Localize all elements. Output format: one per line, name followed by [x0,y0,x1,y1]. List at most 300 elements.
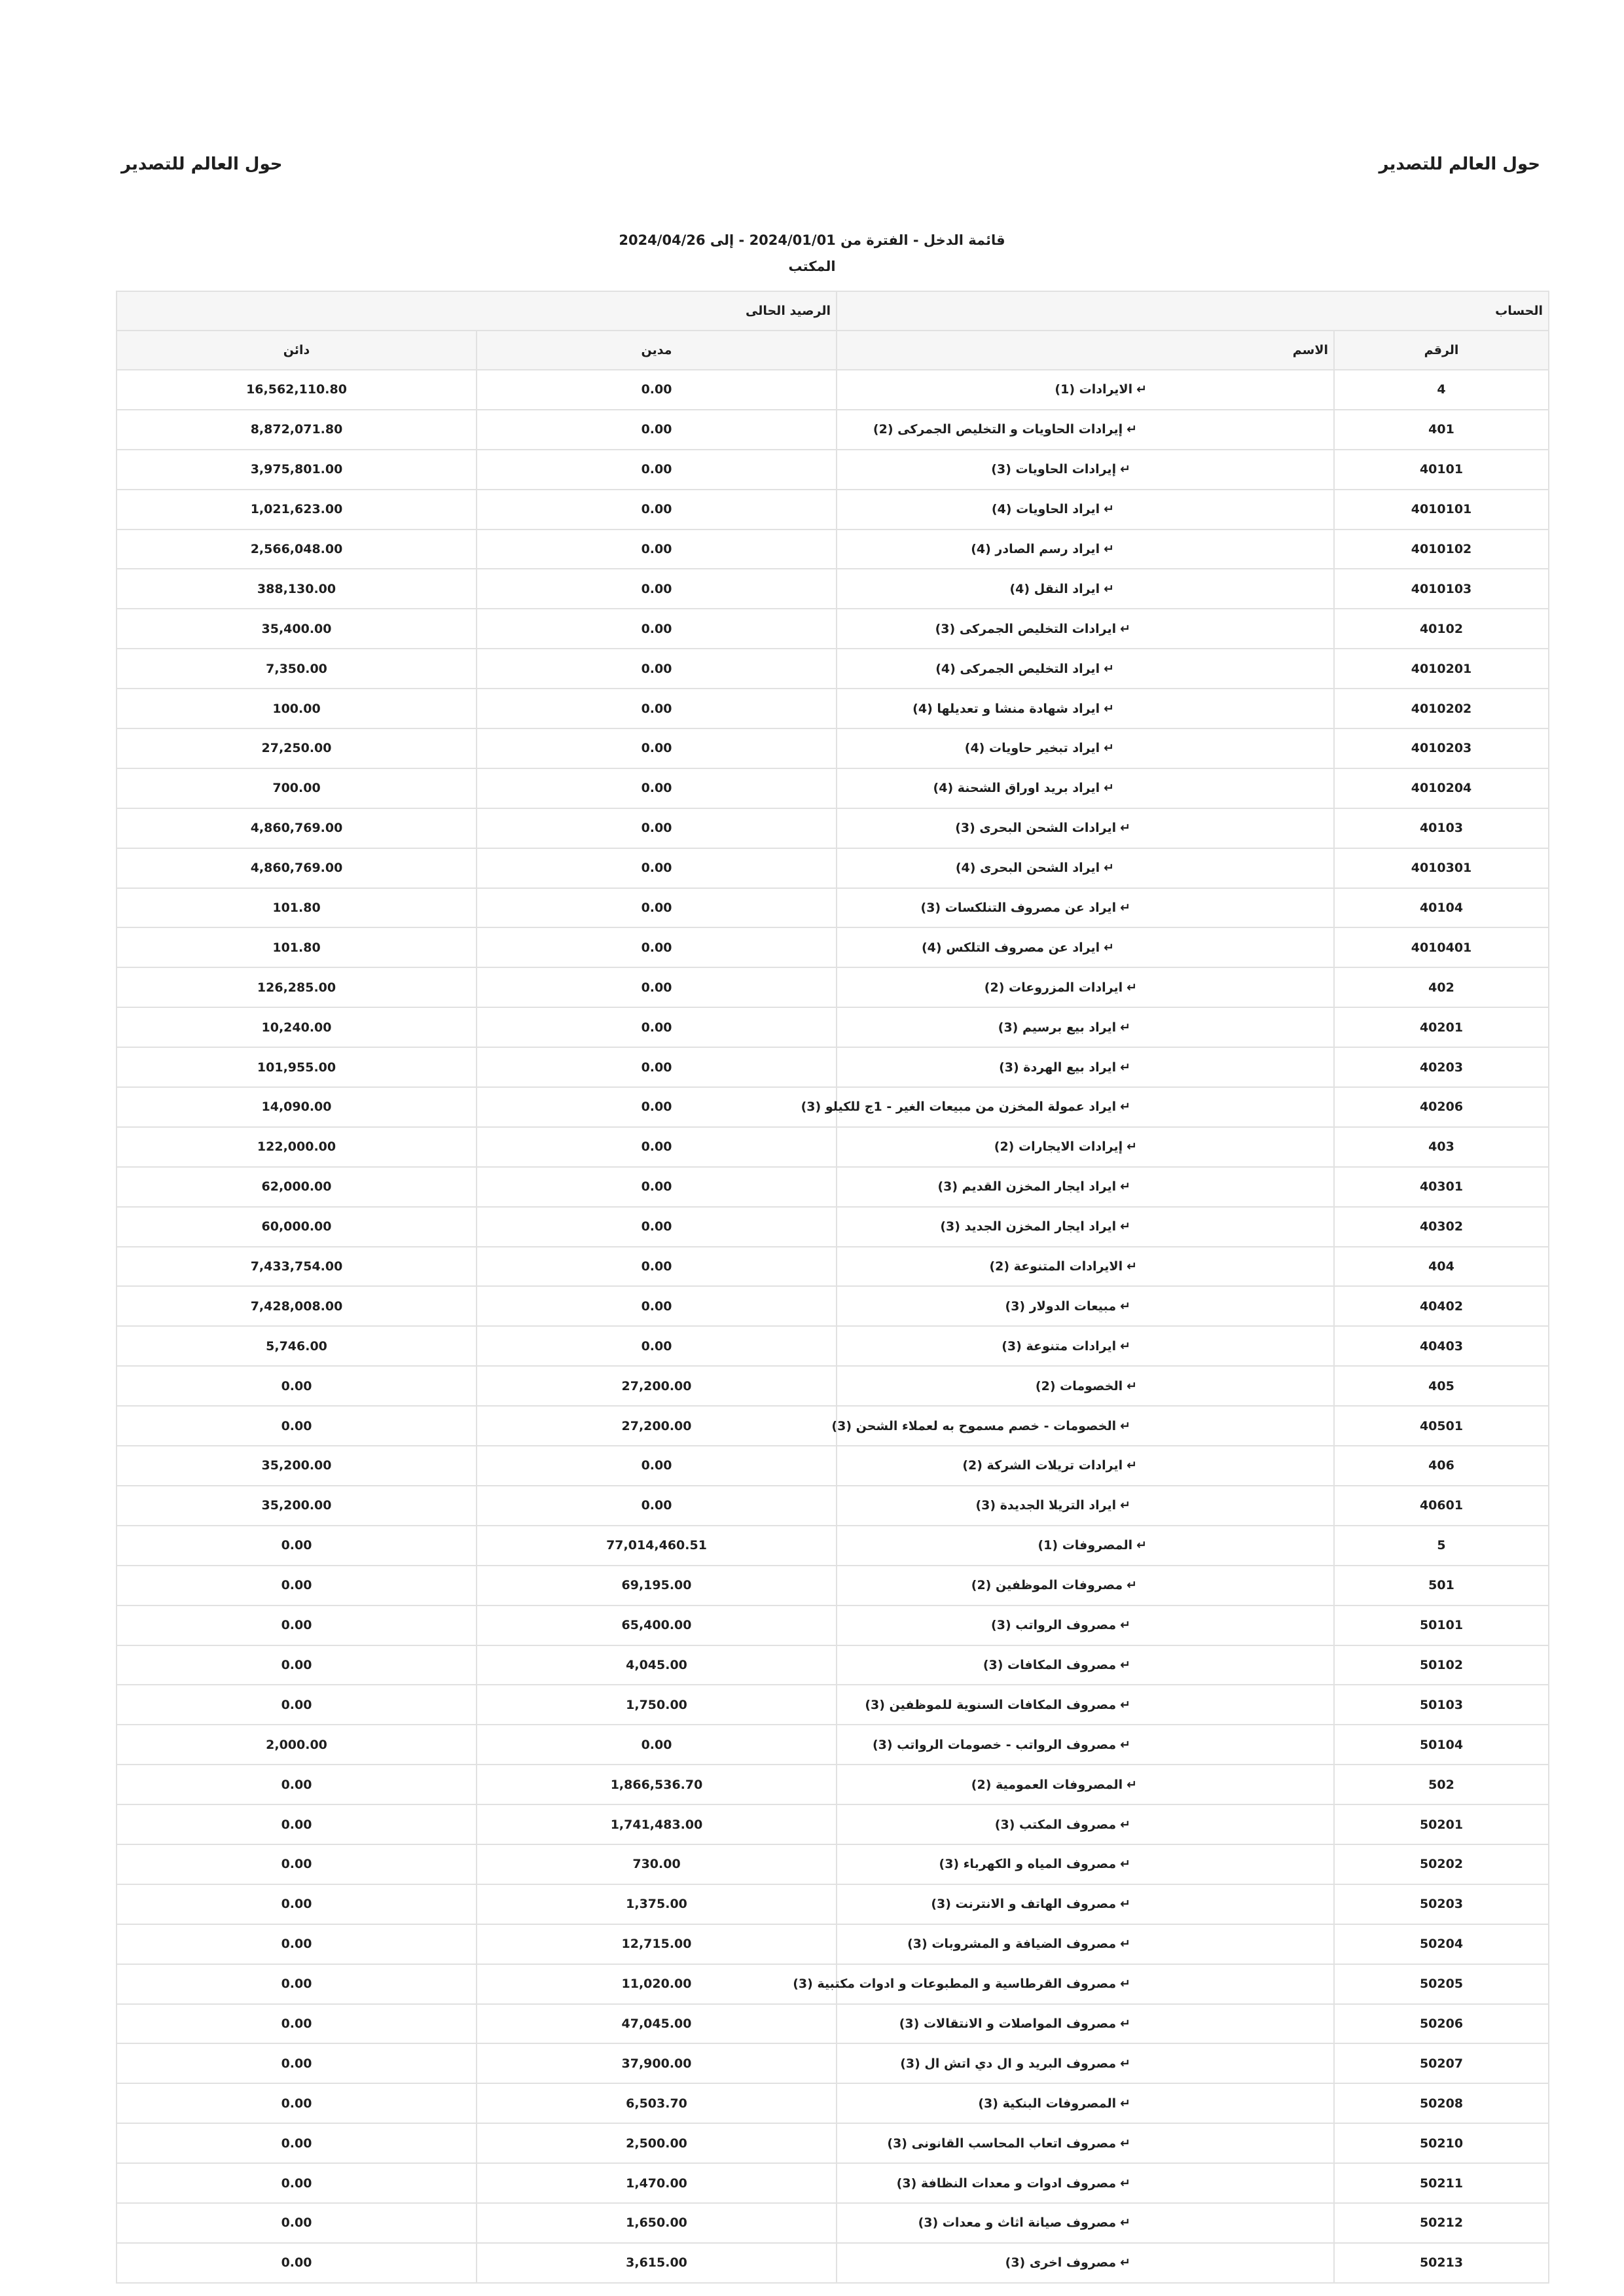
account-name: مصروف صيانة اثاث و معدات (3) [918,2215,1117,2231]
credit-amount: 700.00 [117,768,477,808]
account-number: 50202 [1334,1844,1549,1884]
account-name: مصروف الهاتف و الانترنت (3) [931,1897,1117,1912]
account-name-cell [837,689,1334,728]
account-number: 401 [1334,410,1549,450]
account-name-cell [837,927,1334,967]
account-name-cell [837,1007,1334,1047]
balance-group-header: الرصيد الحالى [117,291,837,331]
account-name-cell [837,2123,1334,2163]
debit-amount: 0.00 [477,410,837,450]
account-name: مبيعات الدولار (3) [1005,1299,1117,1314]
credit-amount: 5,746.00 [117,1326,477,1366]
account-name: الخصومات - خصم مسموح به لعملاء الشحن (3) [831,1418,1117,1433]
table-row [117,1286,1549,1326]
account-name: ايراد ايجار المخزن الجديد (3) [940,1219,1117,1234]
account-name-cell [837,1486,1334,1526]
account-number: 4010103 [1334,569,1549,609]
debit-amount: 65,400.00 [477,1605,837,1645]
hierarchy-arrow-icon: ↵ [1104,581,1115,596]
credit-amount: 1,021,623.00 [117,490,477,529]
account-name: ايراد رسم الصادر (4) [971,542,1100,556]
debit-amount: 0.00 [477,1247,837,1287]
credit-amount: 62,000.00 [117,1167,477,1207]
credit-amount: 3,975,801.00 [117,450,477,490]
debit-amount: 37,900.00 [477,2043,837,2083]
account-name-cell [837,1685,1334,1725]
credit-amount: 0.00 [117,1804,477,1844]
account-name-cell [837,1207,1334,1247]
table-row [117,2083,1549,2123]
account-name: ايراد شهادة منشا و تعديلها (4) [912,701,1100,716]
hierarchy-arrow-icon: ↵ [1104,940,1115,955]
account-name-cell [837,609,1334,649]
credit-amount: 0.00 [117,1366,477,1406]
account-number: 50102 [1334,1645,1549,1685]
account-number: 404 [1334,1247,1549,1287]
account-name: ايرادات تريلات الشركة (2) [962,1458,1123,1473]
account-name-cell [837,1366,1334,1406]
hierarchy-arrow-icon: ↵ [1120,1060,1131,1075]
debit-amount: 0.00 [477,1127,837,1167]
hierarchy-arrow-icon: ↵ [1120,1498,1131,1513]
account-name: مصروفات الموظفين (2) [971,1578,1123,1593]
debit-amount: 0.00 [477,967,837,1007]
table-row [117,1884,1549,1924]
hierarchy-arrow-icon: ↵ [1120,2255,1131,2270]
account-name: المصروفات العمومية (2) [971,1777,1123,1792]
credit-amount: 0.00 [117,1605,477,1645]
credit-amount: 27,250.00 [117,728,477,768]
credit-amount: 4,860,769.00 [117,808,477,848]
debit-amount: 0.00 [477,529,837,569]
table-row [117,768,1549,808]
credit-amount: 7,433,754.00 [117,1247,477,1287]
account-number: 40402 [1334,1286,1549,1326]
table-row [117,1007,1549,1047]
debit-amount: 2,500.00 [477,2123,837,2163]
account-name: مصروف المياه و الكهرباء (3) [939,1857,1117,1872]
credit-amount: 0.00 [117,1685,477,1725]
hierarchy-arrow-icon: ↵ [1127,1378,1138,1393]
account-name-cell [837,490,1334,529]
company-name-right: حول العالم للتصدير [1379,154,1540,174]
account-number: 40403 [1334,1326,1549,1366]
table-row [117,1247,1549,1287]
debit-amount: 0.00 [477,490,837,529]
table-row [117,529,1549,569]
credit-column-header: دائن [117,331,477,370]
credit-amount: 35,200.00 [117,1446,477,1486]
credit-amount: 0.00 [117,2243,477,2283]
account-number: 4010201 [1334,649,1549,689]
account-name-cell [837,728,1334,768]
debit-amount: 0.00 [477,1047,837,1087]
account-name: إيرادات الحاويات (3) [991,462,1117,477]
debit-amount: 0.00 [477,1286,837,1326]
hierarchy-arrow-icon: ↵ [1120,621,1131,636]
account-number: 4010203 [1334,728,1549,768]
account-name-cell [837,2004,1334,2044]
account-name-cell [837,410,1334,450]
table-row [117,808,1549,848]
account-name-cell [837,1765,1334,1804]
report-title: قائمة الدخل - الفترة من 2024/01/01 - إلى 2024/04/26 [619,232,1005,248]
table-row [117,490,1549,529]
table-row [117,1605,1549,1645]
account-number: 4010101 [1334,490,1549,529]
account-name-cell [837,768,1334,808]
account-name-cell [837,529,1334,569]
account-name-cell [837,1924,1334,1964]
account-name-cell [837,2043,1334,2083]
hierarchy-arrow-icon: ↵ [1120,2215,1131,2231]
account-number: 50101 [1334,1605,1549,1645]
table-row [117,1924,1549,1964]
account-name: ايراد بيع برسيم (3) [998,1020,1117,1035]
credit-amount: 7,428,008.00 [117,1286,477,1326]
account-name: مصروف اتعاب المحاسب القانونى (3) [887,2136,1117,2151]
account-number: 40201 [1334,1007,1549,1047]
account-number: 40102 [1334,609,1549,649]
hierarchy-arrow-icon: ↵ [1104,741,1115,756]
debit-amount: 27,200.00 [477,1366,837,1406]
debit-amount: 27,200.00 [477,1406,837,1446]
table-row [117,728,1549,768]
hierarchy-arrow-icon: ↵ [1120,2176,1131,2191]
hierarchy-arrow-icon: ↵ [1127,1139,1138,1155]
table-row [117,1167,1549,1207]
table-row [117,450,1549,490]
account-name-cell [837,2083,1334,2123]
account-number: 5 [1334,1526,1549,1566]
credit-amount: 100.00 [117,689,477,728]
debit-amount: 12,715.00 [477,1924,837,1964]
account-name-cell [837,1446,1334,1486]
account-name-cell [837,450,1334,490]
account-name-cell [837,2203,1334,2243]
account-group-header: الحساب [837,291,1549,331]
table-row [117,1804,1549,1844]
hierarchy-arrow-icon: ↵ [1120,821,1131,836]
account-name: الخصومات (2) [1035,1378,1123,1393]
hierarchy-arrow-icon: ↵ [1127,422,1138,437]
credit-amount: 16,562,110.80 [117,370,477,410]
debit-amount: 1,375.00 [477,1884,837,1924]
account-number: 50206 [1334,2004,1549,2044]
account-name: ايراد الحاويات (4) [991,502,1100,517]
credit-amount: 0.00 [117,2123,477,2163]
credit-amount: 35,200.00 [117,1486,477,1526]
account-name-cell [837,1804,1334,1844]
account-name-cell [837,1127,1334,1167]
account-name: ايراد النقل (4) [1009,581,1100,596]
account-name-cell [837,1247,1334,1287]
account-name-cell [837,967,1334,1007]
credit-amount: 0.00 [117,1884,477,1924]
credit-amount: 101.80 [117,888,477,928]
debit-amount: 0.00 [477,1725,837,1765]
account-name: إيرادات الحاويات و التخليص الجمركى (2) [873,422,1123,437]
account-number: 405 [1334,1366,1549,1406]
account-number: 50208 [1334,2083,1549,2123]
account-name-cell [837,569,1334,609]
hierarchy-arrow-icon: ↵ [1104,861,1115,876]
credit-amount: 101,955.00 [117,1047,477,1087]
account-number: 4010202 [1334,689,1549,728]
table-row [117,1326,1549,1366]
table-row [117,2043,1549,2083]
account-name: ايرادات المزروعات (2) [984,980,1123,995]
account-name-cell [837,1526,1334,1566]
table-row [117,609,1549,649]
account-name: مصروف المكتب (3) [994,1817,1117,1832]
account-number: 4 [1334,370,1549,410]
table-row [117,1207,1549,1247]
hierarchy-arrow-icon: ↵ [1136,382,1147,397]
account-name-cell [837,1326,1334,1366]
debit-amount: 4,045.00 [477,1645,837,1685]
account-number: 50211 [1334,2163,1549,2203]
group-header-row [117,291,1549,331]
account-name: مصروف المكافات السنوية للموظفين (3) [865,1697,1117,1712]
debit-amount: 77,014,460.51 [477,1526,837,1566]
account-name-cell [837,888,1334,928]
account-number: 40101 [1334,450,1549,490]
account-number: 40104 [1334,888,1549,928]
account-name: المصروفات (1) [1038,1538,1133,1553]
table-row [117,1645,1549,1685]
account-name: ايراد عمولة المخزن من مبيعات الغير - 1ج للكيلو (3) [801,1100,1117,1115]
account-number: 501 [1334,1566,1549,1605]
account-name: ايراد الشحن البحرى (4) [955,861,1100,876]
hierarchy-arrow-icon: ↵ [1136,1538,1147,1553]
credit-amount: 0.00 [117,2163,477,2203]
hierarchy-arrow-icon: ↵ [1120,1020,1131,1035]
credit-amount: 7,350.00 [117,649,477,689]
debit-amount: 1,866,536.70 [477,1765,837,1804]
debit-amount: 0.00 [477,927,837,967]
debit-amount: 0.00 [477,808,837,848]
credit-amount: 0.00 [117,1526,477,1566]
hierarchy-arrow-icon: ↵ [1120,1418,1131,1433]
debit-amount: 0.00 [477,728,837,768]
table-row [117,689,1549,728]
account-number: 4010401 [1334,927,1549,967]
table-row [117,1844,1549,1884]
hierarchy-arrow-icon: ↵ [1127,1259,1138,1274]
account-number: 40206 [1334,1087,1549,1127]
credit-amount: 14,090.00 [117,1087,477,1127]
debit-amount: 0.00 [477,649,837,689]
table-row [117,1685,1549,1725]
debit-amount: 69,195.00 [477,1566,837,1605]
table-row [117,1366,1549,1406]
account-name: الايرادات (1) [1055,382,1133,397]
debit-amount: 11,020.00 [477,1964,837,2004]
hierarchy-arrow-icon: ↵ [1120,2056,1131,2071]
account-number: 50213 [1334,2243,1549,2283]
account-name-cell [801,1087,1334,1127]
credit-amount: 10,240.00 [117,1007,477,1047]
table-row [117,927,1549,967]
debit-amount: 1,470.00 [477,2163,837,2203]
hierarchy-arrow-icon: ↵ [1104,781,1115,796]
account-name: مصروف الرواتب (3) [991,1618,1117,1633]
account-name: مصروف اخرى (3) [1005,2255,1117,2270]
account-number: 50205 [1334,1964,1549,2004]
account-number: 502 [1334,1765,1549,1804]
debit-column-header: مدين [477,331,837,370]
debit-amount: 730.00 [477,1844,837,1884]
account-number: 50210 [1334,2123,1549,2163]
table-row [117,967,1549,1007]
credit-amount: 4,860,769.00 [117,848,477,888]
account-number: 4010102 [1334,529,1549,569]
account-name: ايراد تبخير حاويات (4) [964,741,1100,756]
account-name-cell [837,370,1334,410]
account-number: 403 [1334,1127,1549,1167]
account-number: 50204 [1334,1924,1549,1964]
account-name: ايراد التخليص الجمركى (4) [935,661,1100,676]
table-row [117,2203,1549,2243]
hierarchy-arrow-icon: ↵ [1127,1578,1138,1593]
table-row [117,1964,1549,2004]
hierarchy-arrow-icon: ↵ [1120,1897,1131,1912]
hierarchy-arrow-icon: ↵ [1120,1857,1131,1872]
account-name: ايراد عن مصروف التنلكسات (3) [920,901,1117,916]
debit-amount: 0.00 [477,370,837,410]
account-name: الايرادات المتنوعة (2) [989,1259,1123,1274]
table-row [117,1566,1549,1605]
hierarchy-arrow-icon: ↵ [1120,1100,1131,1115]
account-number: 4010301 [1334,848,1549,888]
account-name-cell [837,649,1334,689]
debit-amount: 1,750.00 [477,1685,837,1725]
credit-amount: 388,130.00 [117,569,477,609]
hierarchy-arrow-icon: ↵ [1120,901,1131,916]
account-name-cell [837,808,1334,848]
account-name: ايرادات التخليص الجمركى (3) [935,621,1117,636]
credit-amount: 0.00 [117,1645,477,1685]
table-row [117,1486,1549,1526]
hierarchy-arrow-icon: ↵ [1120,1737,1131,1752]
account-name: مصروف القرطاسية و المطبوعات و ادوات مكتبية (3) [793,1977,1117,1992]
hierarchy-arrow-icon: ↵ [1120,1219,1131,1234]
debit-amount: 0.00 [477,569,837,609]
account-name-cell [837,1286,1334,1326]
account-number: 50103 [1334,1685,1549,1725]
account-name: إيرادات الايجارات (2) [994,1139,1123,1155]
account-number: 50212 [1334,2203,1549,2243]
account-name-cell [837,1566,1334,1605]
credit-amount: 122,000.00 [117,1127,477,1167]
account-number: 50203 [1334,1884,1549,1924]
debit-amount: 0.00 [477,848,837,888]
table-row [117,1127,1549,1167]
debit-amount: 0.00 [477,768,837,808]
table-row [117,1406,1549,1446]
hierarchy-arrow-icon: ↵ [1104,701,1115,716]
account-name: مصروف المكافات (3) [983,1657,1117,1672]
credit-amount: 0.00 [117,2043,477,2083]
hierarchy-arrow-icon: ↵ [1127,1458,1138,1473]
account-name-cell [837,1605,1334,1645]
table-row [117,410,1549,450]
debit-amount: 0.00 [477,450,837,490]
number-column-header: الرقم [1334,331,1549,370]
debit-amount: 0.00 [477,1007,837,1047]
hierarchy-arrow-icon: ↵ [1120,1817,1131,1832]
credit-amount: 60,000.00 [117,1207,477,1247]
account-name: مصروف البريد و ال دي اتش ال (3) [900,2056,1117,2071]
hierarchy-arrow-icon: ↵ [1120,2136,1131,2151]
debit-amount: 1,741,483.00 [477,1804,837,1844]
credit-amount: 126,285.00 [117,967,477,1007]
account-name: ايراد عن مصروف التلكس (4) [921,940,1100,955]
account-name-cell [837,1725,1334,1765]
credit-amount: 0.00 [117,1566,477,1605]
account-name-cell [837,1844,1334,1884]
debit-amount: 0.00 [477,1326,837,1366]
table-row [117,569,1549,609]
debit-amount: 6,503.70 [477,2083,837,2123]
table-row [117,848,1549,888]
table-row [117,2123,1549,2163]
debit-amount: 0.00 [477,689,837,728]
account-number: 40103 [1334,808,1549,848]
hierarchy-arrow-icon: ↵ [1127,1777,1138,1792]
credit-amount: 2,000.00 [117,1725,477,1765]
hierarchy-arrow-icon: ↵ [1120,1937,1131,1952]
account-name-cell [837,2163,1334,2203]
hierarchy-arrow-icon: ↵ [1104,502,1115,517]
hierarchy-arrow-icon: ↵ [1120,1977,1131,1992]
credit-amount: 8,872,071.80 [117,410,477,450]
account-name: مصروف الضيافة و المشروبات (3) [907,1937,1117,1952]
credit-amount: 2,566,048.00 [117,529,477,569]
account-number: 50207 [1334,2043,1549,2083]
account-number: 40501 [1334,1406,1549,1446]
account-number: 402 [1334,967,1549,1007]
credit-amount: 0.00 [117,1765,477,1804]
account-name: ايراد بريد اوراق الشحنة (4) [933,781,1100,796]
account-name-cell [837,1047,1334,1087]
report-subtitle: المكتب [788,259,836,274]
table-row [117,1765,1549,1804]
column-header-row [117,331,1549,370]
account-name: مصروف ادوات و معدات النظافة (3) [896,2176,1117,2191]
credit-amount: 0.00 [117,1844,477,1884]
company-name-left: حول العالم للتصدير [121,154,283,174]
account-name-cell [793,1964,1334,2004]
hierarchy-arrow-icon: ↵ [1120,1657,1131,1672]
debit-amount: 0.00 [477,1486,837,1526]
account-name: ايرادات الشحن البحرى (3) [955,821,1117,836]
account-name: مصروف المواصلات و الانتقالات (3) [899,2016,1117,2031]
account-number: 40203 [1334,1047,1549,1087]
debit-amount: 0.00 [477,1446,837,1486]
account-number: 4010204 [1334,768,1549,808]
debit-amount: 0.00 [477,1167,837,1207]
hierarchy-arrow-icon: ↵ [1120,2096,1131,2111]
hierarchy-arrow-icon: ↵ [1120,462,1131,477]
debit-amount: 1,650.00 [477,2203,837,2243]
credit-amount: 0.00 [117,2083,477,2123]
account-name: ايرادات متنوعة (3) [1001,1338,1117,1354]
account-name-cell [837,1167,1334,1207]
account-number: 40601 [1334,1486,1549,1526]
name-column-header: الاسم [837,331,1334,370]
